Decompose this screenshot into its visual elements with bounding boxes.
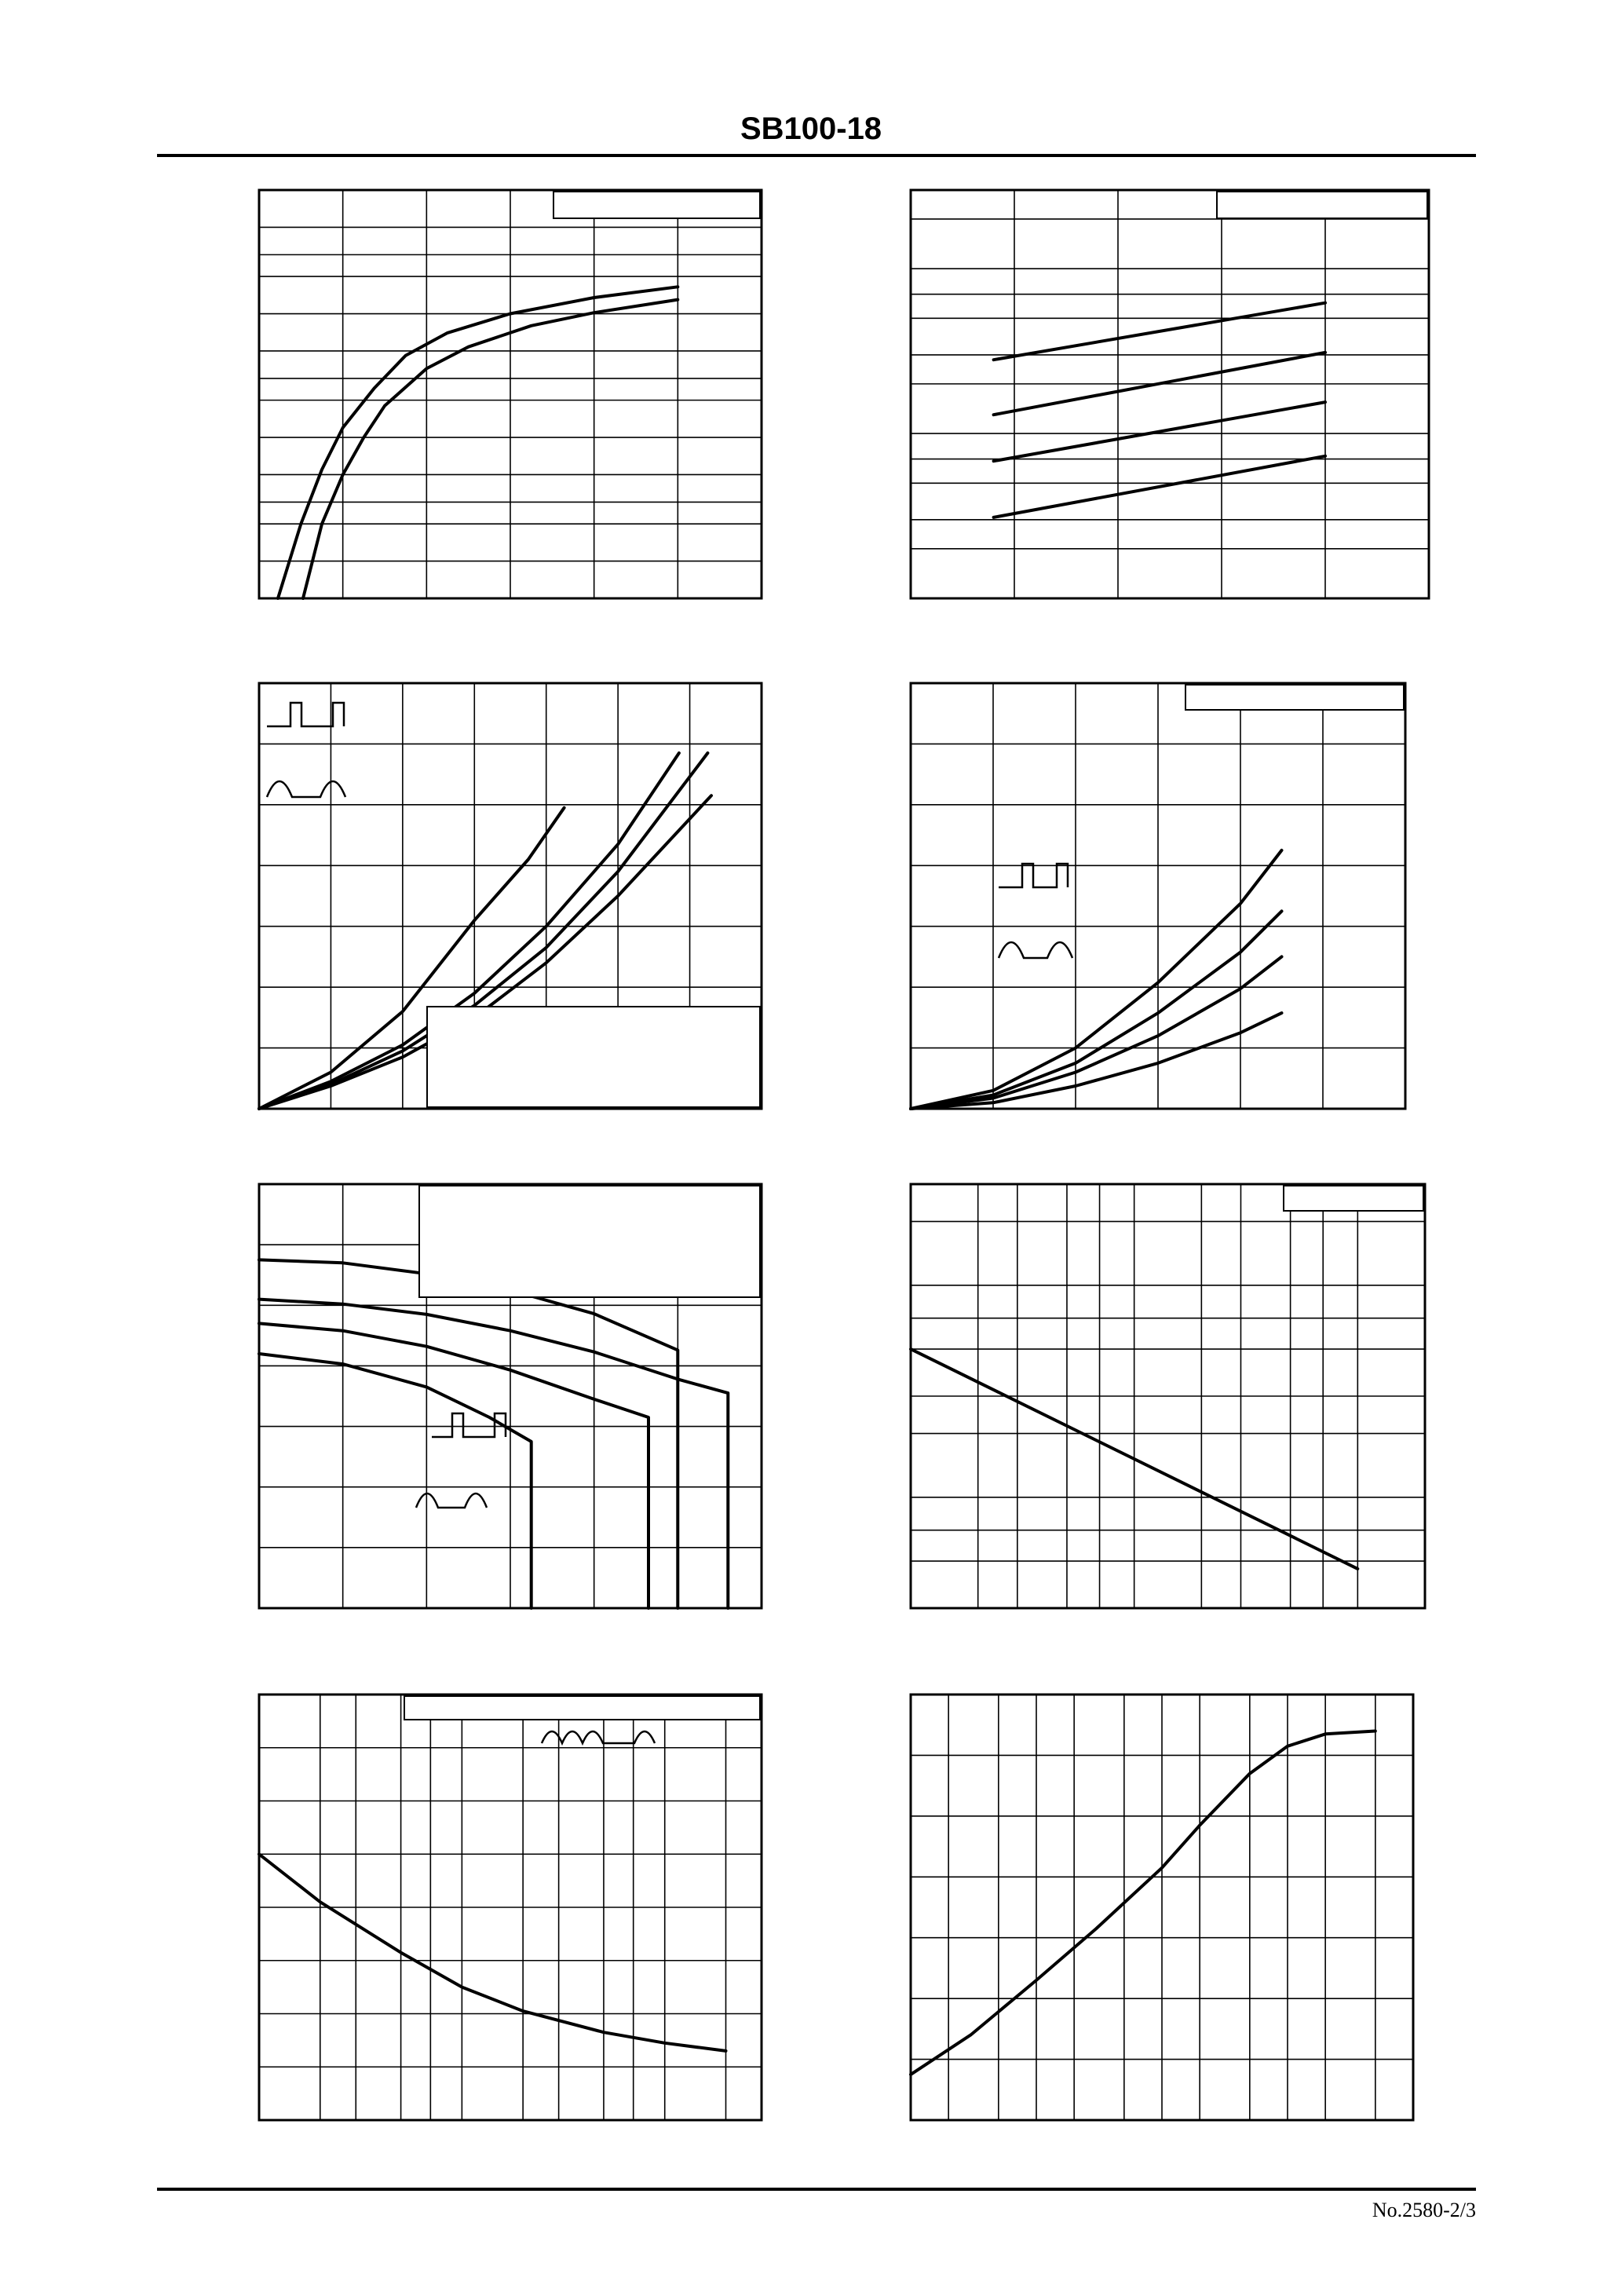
annotation-box	[427, 1007, 760, 1107]
annotation-box	[553, 192, 760, 218]
annotation-box	[1284, 1186, 1423, 1211]
plot-frame	[911, 190, 1429, 598]
annotation-box	[1185, 685, 1404, 710]
series-line	[259, 1854, 726, 2051]
series-line	[259, 1300, 728, 1608]
annotation-box	[404, 1696, 760, 1720]
waveform-sketch	[999, 942, 1072, 958]
chart-ir-vr	[809, 157, 1500, 660]
footer-rule	[157, 2188, 1476, 2191]
series-line	[994, 402, 1325, 461]
chart-pf-io	[118, 660, 785, 1162]
series-line	[911, 1013, 1282, 1109]
series-line	[278, 287, 678, 598]
series-line	[911, 850, 1282, 1109]
series-line	[259, 1354, 532, 1608]
series-line	[994, 303, 1325, 360]
waveform-sketch	[432, 1413, 506, 1437]
page-number: No.2580-2/3	[1372, 2199, 1476, 2221]
annotation-box	[1217, 192, 1427, 218]
chart-is-t	[118, 1665, 785, 2183]
chart-tc-io	[118, 1162, 785, 1665]
chart-pr-vrm	[809, 660, 1500, 1162]
waveform-sketch	[999, 864, 1068, 887]
page-title: SB100-18	[740, 112, 882, 146]
series-line	[994, 456, 1325, 517]
chart-rthjc-t	[809, 1665, 1500, 2183]
chart-if-vf	[118, 157, 785, 660]
waveform-sketch	[267, 703, 344, 726]
series-line	[911, 1731, 1375, 2075]
series-line	[259, 1260, 678, 1608]
chart-cj-vr	[809, 1162, 1500, 1665]
series-line	[303, 300, 678, 598]
waveform-sketch	[267, 781, 345, 797]
annotation-box	[419, 1186, 760, 1297]
